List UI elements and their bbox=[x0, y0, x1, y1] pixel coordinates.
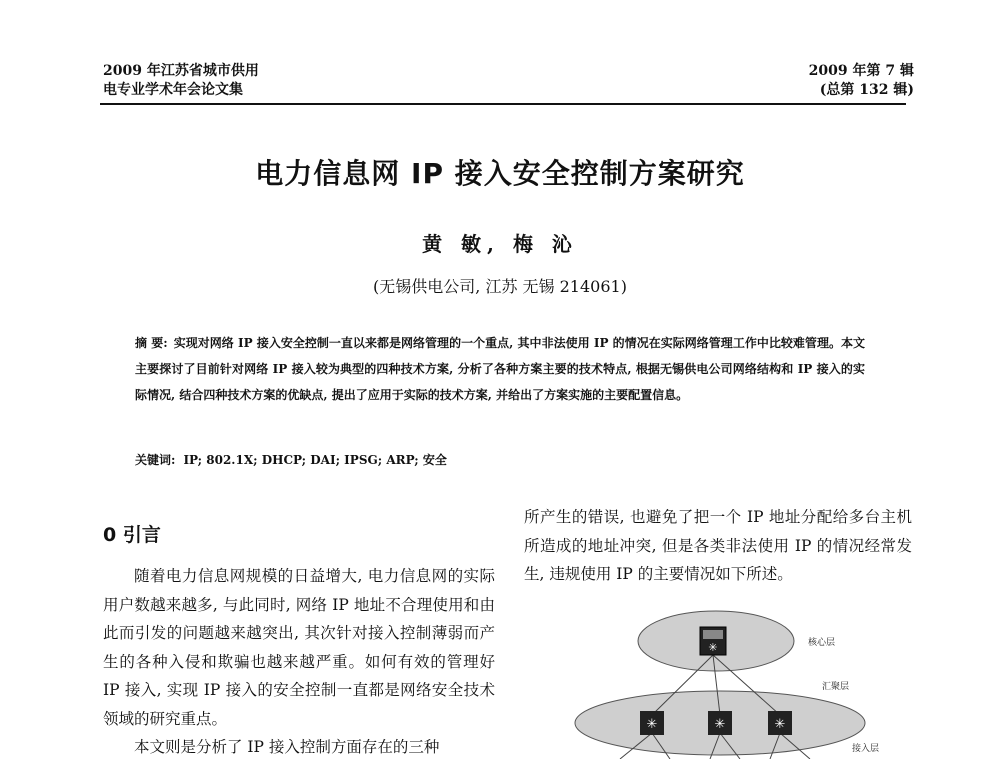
core-switch-icon bbox=[700, 627, 726, 655]
header-rule bbox=[100, 103, 906, 105]
aggregation-layer-label: 汇聚层 bbox=[822, 682, 850, 692]
aggregation-switch-icon-1 bbox=[640, 711, 664, 735]
network-topology-figure bbox=[560, 605, 920, 759]
svg-text:✳: ✳ bbox=[708, 641, 718, 654]
svg-text:✳: ✳ bbox=[646, 717, 658, 732]
intro-paragraph-1: 随着电力信息网规模的日益增大, 电力信息网的实际用户数越来越多, 与此同时, 网络 IP 地址不合理使用和由此而引发的问题越来越突出, 其次针对接入控制薄弱而产生的各种入侵和欺骗也越来越严重。如何有效的管理好 IP 接入, 实现 IP 接入的安全控制一直都是网络安全技术领域的研究重点。 bbox=[103, 567, 495, 728]
svg-text:✳: ✳ bbox=[714, 717, 726, 732]
abstract-text: 实现对网络 IP 接入安全控制一直以来都是网络管理的一个重点, 其中非法使用 IP 的情况在实际网络管理工作中比较难管理。本文主要探讨了目前针对网络 IP 接入较为典型的四种技术方案, 分析了各种方案主要的技术特点, 根据无锡供电公司网络结构和 IP 接入的实际情况, 结合四种技术方案的优缺点, 提出了应用于实际的技术方案, 并给出了方案实施的主要配置信息。 bbox=[135, 336, 865, 402]
right-column bbox=[524, 503, 912, 589]
journal-header-left bbox=[103, 62, 259, 100]
keywords-text: IP; 802.1X; DHCP; DAI; IPSG; ARP; 安全 bbox=[183, 453, 447, 467]
keywords-label: 关键词: bbox=[135, 453, 176, 467]
journal-header-right bbox=[809, 62, 914, 100]
total-issue-number: (总第 132 辑) bbox=[819, 82, 914, 98]
journal-name-line2: 电专业学术年会论文集 bbox=[103, 82, 243, 98]
issue-number: 2009 年第 7 辑 bbox=[808, 63, 914, 79]
svg-text:✳: ✳ bbox=[774, 717, 786, 732]
journal-name-line1: 2009 年江苏省城市供用 bbox=[103, 63, 259, 79]
section-heading: 0 引言 bbox=[103, 524, 161, 546]
intro-paragraph-2: 本文则是分析了 IP 接入控制方面存在的三种 bbox=[134, 738, 440, 756]
keywords bbox=[135, 451, 865, 468]
paper-title: 电力信息网 IP 接入安全控制方案研究 bbox=[255, 157, 745, 190]
core-layer-label: 核心层 bbox=[808, 638, 836, 648]
aggregation-switch-icon-2 bbox=[708, 711, 732, 735]
aggregation-switch-icon-3 bbox=[768, 711, 792, 735]
right-paragraph-1: 所产生的错误, 也避免了把一个 IP 地址分配给多台主机所造成的地址冲突, 但是各类非法使用 IP 的情况经常发生, 违规使用 IP 的主要情况如下所述。 bbox=[524, 508, 912, 583]
access-layer-label: 接入层 bbox=[852, 744, 880, 754]
abstract bbox=[135, 330, 865, 408]
abstract-label: 摘 要: bbox=[135, 336, 168, 350]
author-affiliation: (无锡供电公司, 江苏 无锡 214061) bbox=[373, 277, 627, 296]
left-column bbox=[103, 562, 495, 762]
paper-authors: 黄 敏, 梅 沁 bbox=[422, 232, 578, 256]
